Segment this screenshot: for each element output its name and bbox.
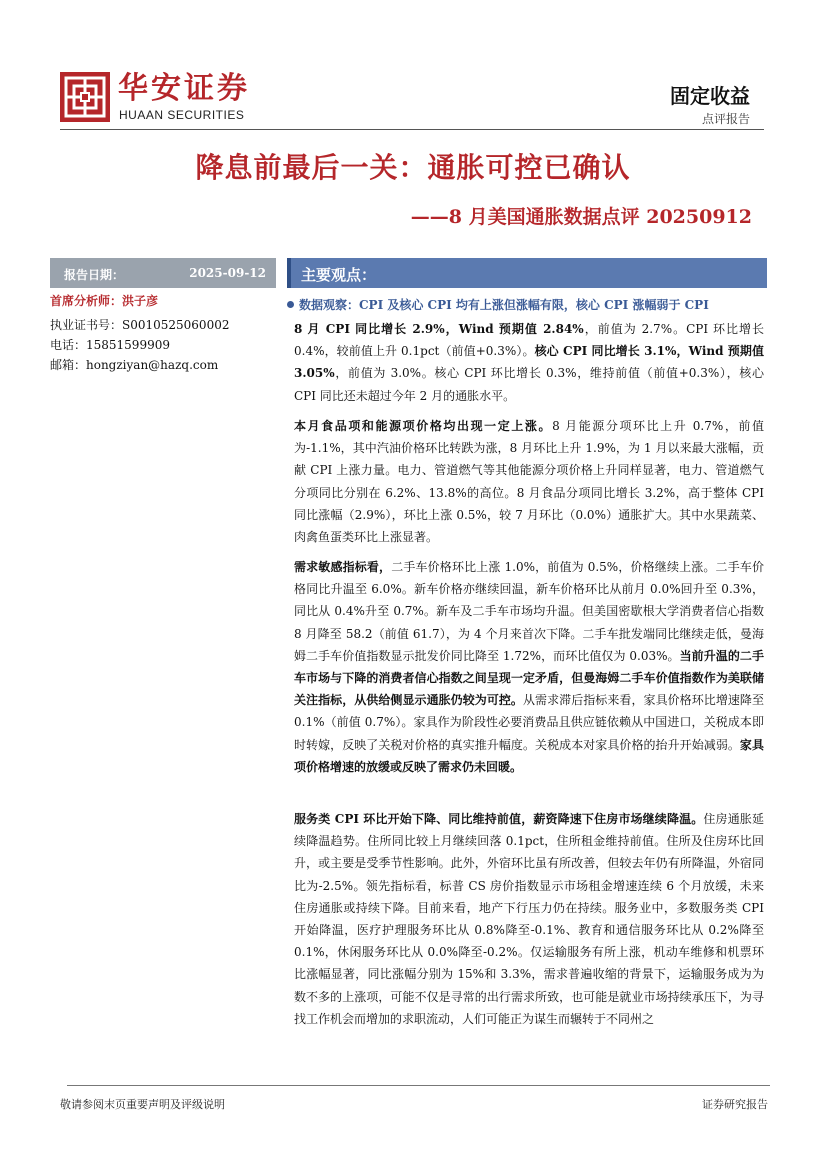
paragraph-demand — [294, 556, 764, 778]
report-date-bar — [50, 258, 276, 288]
main-points-header — [287, 258, 767, 288]
services-detail: 住房通胀延续降温趋势。住所同比较上月继续回落 0.1pct，住所租金维持前值。住所及住房环比回升，或主要是受季节性影响。此外，外宿环比虽有所改善，但较去年仍有所降温，外宿同比为-2.5%。领先指标看，标普 CS 房价指数显示市场租金增速连续 6 个月放缓，未来住房通胀或持续下降。目前来看，地产下行压力仍在持续。服务业中，多数服务类 CPI 开始降温，医疗护理服务环比从 0.8%降至-0.1%、教育和通信服务环比从 0.2%降至 0.1%，休闲服务环比从 0.0%降至-0.2%。仅运输服务有所上涨，机动车维修和机票环比涨幅显著，同比涨幅分别为 15%和 3.3%，需求普遍收缩的背景下，运输服务成为为数不多的上涨项，可能不仅是寻常的出行需求所致，也可能是就业市场持续承压下，为寻找工作机会而增加的求职流动，人们可能正为谋生而辗转于不同州之 — [294, 812, 764, 1026]
report-title: 降息前最后一关：通胀可控已确认 — [195, 151, 631, 184]
report-date-label: 报告日期： — [64, 268, 125, 282]
furniture-detail: 从需求滞后指标来看，家具价格环比增速降至 0.1%（前值 0.7%）。家具作为阶段性必要消费品且供应链依赖从中国进口，关税成本即时转嫁，反映了关税对价格的真实推升幅度。关税成本对家具价格的抬升开始减弱。 — [294, 693, 764, 752]
furniture-conclusion: 家具项价格增速的放缓或反映了需求仍未回暖。 — [294, 737, 764, 774]
core-cpi-detail: ，前值为 3.0%。核心 CPI 环比增长 0.3%，维持前值（前值+0.3%），核心 CPI 同比还未超过今年 2 月的通胀水平。 — [294, 366, 764, 403]
cpi-headline: 8 月 CPI 同比增长 2.9%，Wind 预期值 2.84% — [294, 322, 584, 336]
header-accent — [287, 258, 291, 288]
footer-disclaimer: 敬请参阅末页重要声明及评级说明 — [60, 1098, 225, 1111]
logo-mark-icon — [60, 72, 110, 122]
report-category: 固定收益 — [670, 84, 750, 108]
logo-english-name: HUAAN SECURITIES — [119, 108, 245, 122]
header-divider — [60, 129, 764, 130]
bullet-heading-text: 数据观察：CPI 及核心 CPI 均有上涨但涨幅有限，核心 CPI 涨幅弱于 CPI — [299, 298, 709, 312]
report-type: 点评报告 — [701, 112, 750, 126]
footer-label: 证券研究报告 — [702, 1098, 768, 1111]
main-points-title: 主要观点： — [301, 266, 377, 284]
demand-headline: 需求敏感指标看， — [294, 560, 392, 574]
demand-detail: 二手车价格环比上涨 1.0%，前值为 0.5%，价格继续上涨。二手车价格同比升温至 6.0%。新车价格亦继续回温，新车价格环比从前月 0.0%回升至 0.3%，同比从 0.4%升至 0.7%。新车及二手车市场均升温。但美国密歇根大学消费者信心指数 8 月降至 58.2（前值 61.7），为 4 个月来首次下降。二手车批发端同比继续走低，曼海姆二手车价值指数显示批发价同比降至 1.72%，而环比值仅为 0.03%。 — [294, 560, 764, 663]
food-energy-headline: 本月食品项和能源项价格均出现一定上涨。 — [294, 419, 553, 433]
phone-number: 电话：15851599909 — [50, 338, 170, 352]
services-headline: 服务类 CPI 环比开始下降、同比维持前值，薪资降速下住房市场继续降温。 — [294, 812, 704, 826]
logo-chinese-name: 华安证券 — [118, 71, 250, 106]
report-date-value: 2025-09-12 — [189, 266, 266, 280]
core-cpi-headline: 核心 CPI 同比增长 3.1%，Wind 预期值 3.05% — [294, 344, 764, 381]
paragraph-cpi — [294, 318, 764, 407]
email-address: 邮箱：hongziyan@hazq.com — [50, 358, 219, 372]
food-energy-detail: 8 月能源分项环比上升 0.7%，前值为-1.1%，其中汽油价格环比转跌为涨，8 月环比上升 1.9%，为 1 月以来最大涨幅，贡献 CPI 上涨力量。电力、管道燃气等其他能源分项价格上升同样显著，电力、管道燃气分项同比分别在 6.2%、13.8%的高位。8 月食品分项同比增长 3.2%，高于整体 CPI 同比涨幅（2.9%），环比上涨 0.5%，较 7 月环比（0.0%）通胀扩大。其中水果蔬菜、肉禽鱼蛋类环比上涨显著。 — [294, 419, 764, 545]
paragraph-services — [294, 808, 764, 1030]
cpi-detail: ，前值为 2.7%。CPI 环比增长 0.4%，较前值上升 0.1pct（前值+0.3%）。 — [294, 322, 764, 359]
bullet-heading — [287, 296, 767, 313]
footer-divider — [67, 1085, 770, 1086]
chief-analyst: 首席分析师：洪子彦 — [50, 294, 159, 308]
report-subtitle: ——8 月美国通胀数据点评 20250912 — [410, 206, 752, 228]
demand-conclusion: 当前升温的二手车市场与下降的消费者信心指数之间呈现一定矛盾，但曼海姆二手车价值指数作为美联储关注指标，从供给侧显示通胀仍较为可控。 — [294, 648, 764, 708]
certificate-number: 执业证书号：S0010525060002 — [50, 318, 230, 332]
paragraph-food-energy — [294, 415, 764, 548]
bullet-dot-icon — [287, 301, 294, 308]
